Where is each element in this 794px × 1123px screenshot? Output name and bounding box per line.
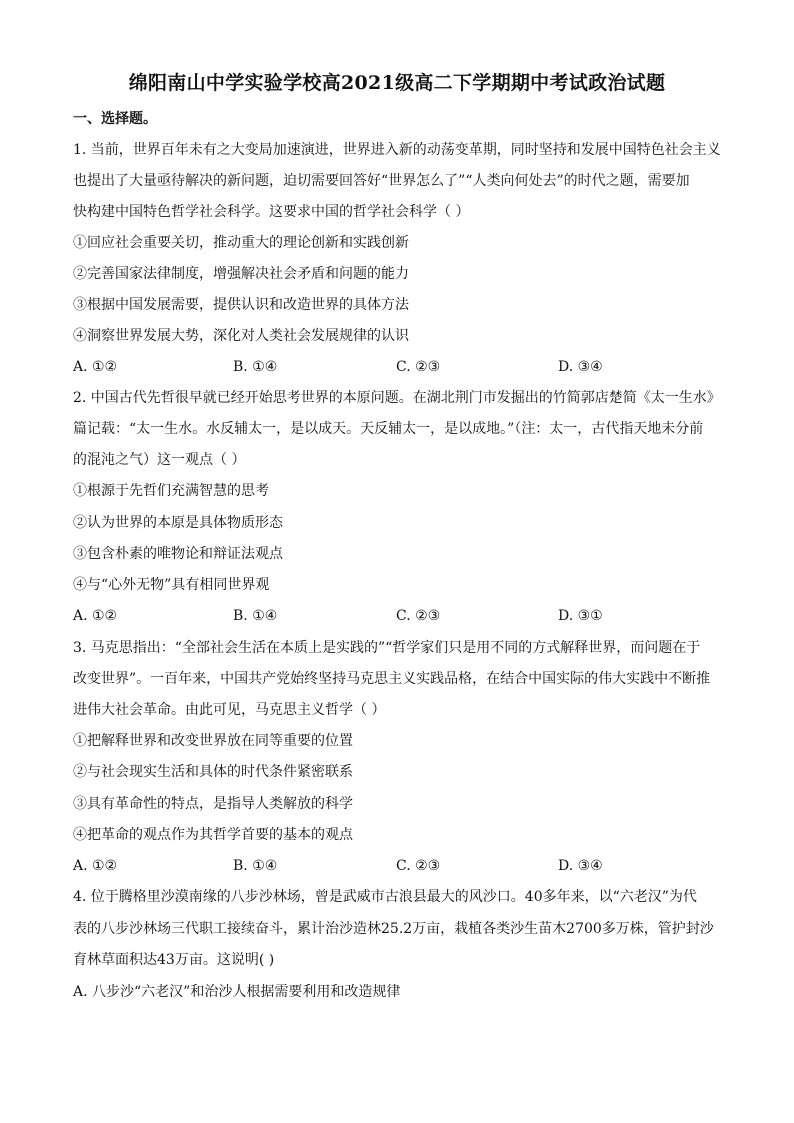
question-2-line-2: 篇记载：“太一生水。水反辅太一，是以成天。天反辅太一，是以成地。”（注：太一，古代指天地未分前 — [73, 421, 704, 437]
question-1-statement-1: ①回应社会重要关切，推动重大的理论创新和实践创新 — [73, 235, 409, 251]
question-2-statement-3: ③包含朴素的唯物论和辩证法观点 — [73, 546, 283, 562]
question-1-option-a: A. ①② — [73, 359, 118, 375]
question-3-statement-3: ③具有革命性的特点，是指导人类解放的科学 — [73, 796, 353, 812]
question-2-statement-1: ①根源于先哲们充满智慧的思考 — [73, 483, 269, 499]
question-1-option-c: C. ②③ — [396, 359, 441, 375]
question-2-option-d: D. ③① — [558, 608, 603, 624]
question-1-line-3: 快构建中国特色哲学社会科学。这要求中国的哲学社会科学（ ） — [73, 204, 470, 220]
question-2-line-1: 2. 中国古代先哲很早就已经开始思考世界的本原问题。在湖北荆门市发掘出的竹简郭店楚简《太一生水》 — [73, 390, 721, 406]
question-3-option-d: D. ③④ — [558, 858, 603, 874]
question-3-statement-2: ②与社会现实生活和具体的时代条件紧密联系 — [73, 764, 353, 780]
question-2-option-a: A. ①② — [73, 608, 118, 624]
question-3-option-c: C. ②③ — [396, 858, 441, 874]
question-1-line-1: 1. 当前，世界百年未有之大变局加速演进，世界进入新的动荡变革期，同时坚持和发展中国特色社会主义 — [73, 142, 721, 158]
question-3-statement-4: ④把革命的观点作为其哲学首要的基本的观点 — [73, 827, 353, 843]
question-4-option-a: A. 八步沙“六老汉”和治沙人根据需要利用和改造规律 — [73, 984, 401, 1000]
question-2-line-3: 的混沌之气）这一观点（ ） — [73, 452, 246, 468]
question-3-option-a: A. ①② — [73, 858, 118, 874]
question-4-line-1: 4. 位于腾格里沙漠南缘的八步沙林场，曾是武威市古浪县最大的风沙口。40多年来，以“六老汉”为代 — [73, 889, 697, 905]
section-heading: 一、选择题。 — [73, 111, 157, 127]
question-1-statement-4: ④洞察世界发展大势，深化对人类社会发展规律的认识 — [73, 328, 409, 344]
question-1-statement-2: ②完善国家法律制度，增强解决社会矛盾和问题的能力 — [73, 266, 409, 282]
question-3-line-2: 改变世界”。一百年来，中国共产党始终坚持马克思主义实践品格，在结合中国实际的伟大实践中不断推 — [73, 671, 711, 687]
question-4-line-3: 育林草面积达43万亩。这说明( ) — [73, 952, 275, 968]
question-3-line-1: 3. 马克思指出：“全部社会生活在本质上是实践的”“哲学家们只是用不同的方式解释世界，而问题在于 — [73, 640, 701, 656]
question-2-statement-4: ④与“心外无物”具有相同世界观 — [73, 577, 270, 593]
question-1-option-b: B. ①④ — [233, 359, 278, 375]
question-2-option-b: B. ①④ — [233, 608, 278, 624]
question-3-statement-1: ①把解释世界和改变世界放在同等重要的位置 — [73, 733, 353, 749]
question-4-line-2: 表的八步沙林场三代职工接续奋斗，累计治沙造林25.2万亩，栽植各类沙生苗木2700多万株，管护封沙 — [73, 921, 714, 937]
question-1-statement-3: ③根据中国发展需要，提供认识和改造世界的具体方法 — [73, 297, 409, 313]
question-2-option-c: C. ②③ — [396, 608, 441, 624]
question-2-statement-2: ②认为世界的本原是具体物质形态 — [73, 515, 283, 531]
question-3-line-3: 进伟大社会革命。由此可见，马克思主义哲学（ ） — [73, 702, 386, 718]
question-1-option-d: D. ③④ — [558, 359, 603, 375]
page-title: 绵阳南山中学实验学校高2021级高二下学期期中考试政治试题 — [128, 72, 666, 94]
question-1-line-2: 也提出了大量亟待解决的新问题，迫切需要回答好“世界怎么了”“人类向何处去”的时代之题，需要加 — [73, 173, 690, 189]
question-3-option-b: B. ①④ — [233, 858, 278, 874]
